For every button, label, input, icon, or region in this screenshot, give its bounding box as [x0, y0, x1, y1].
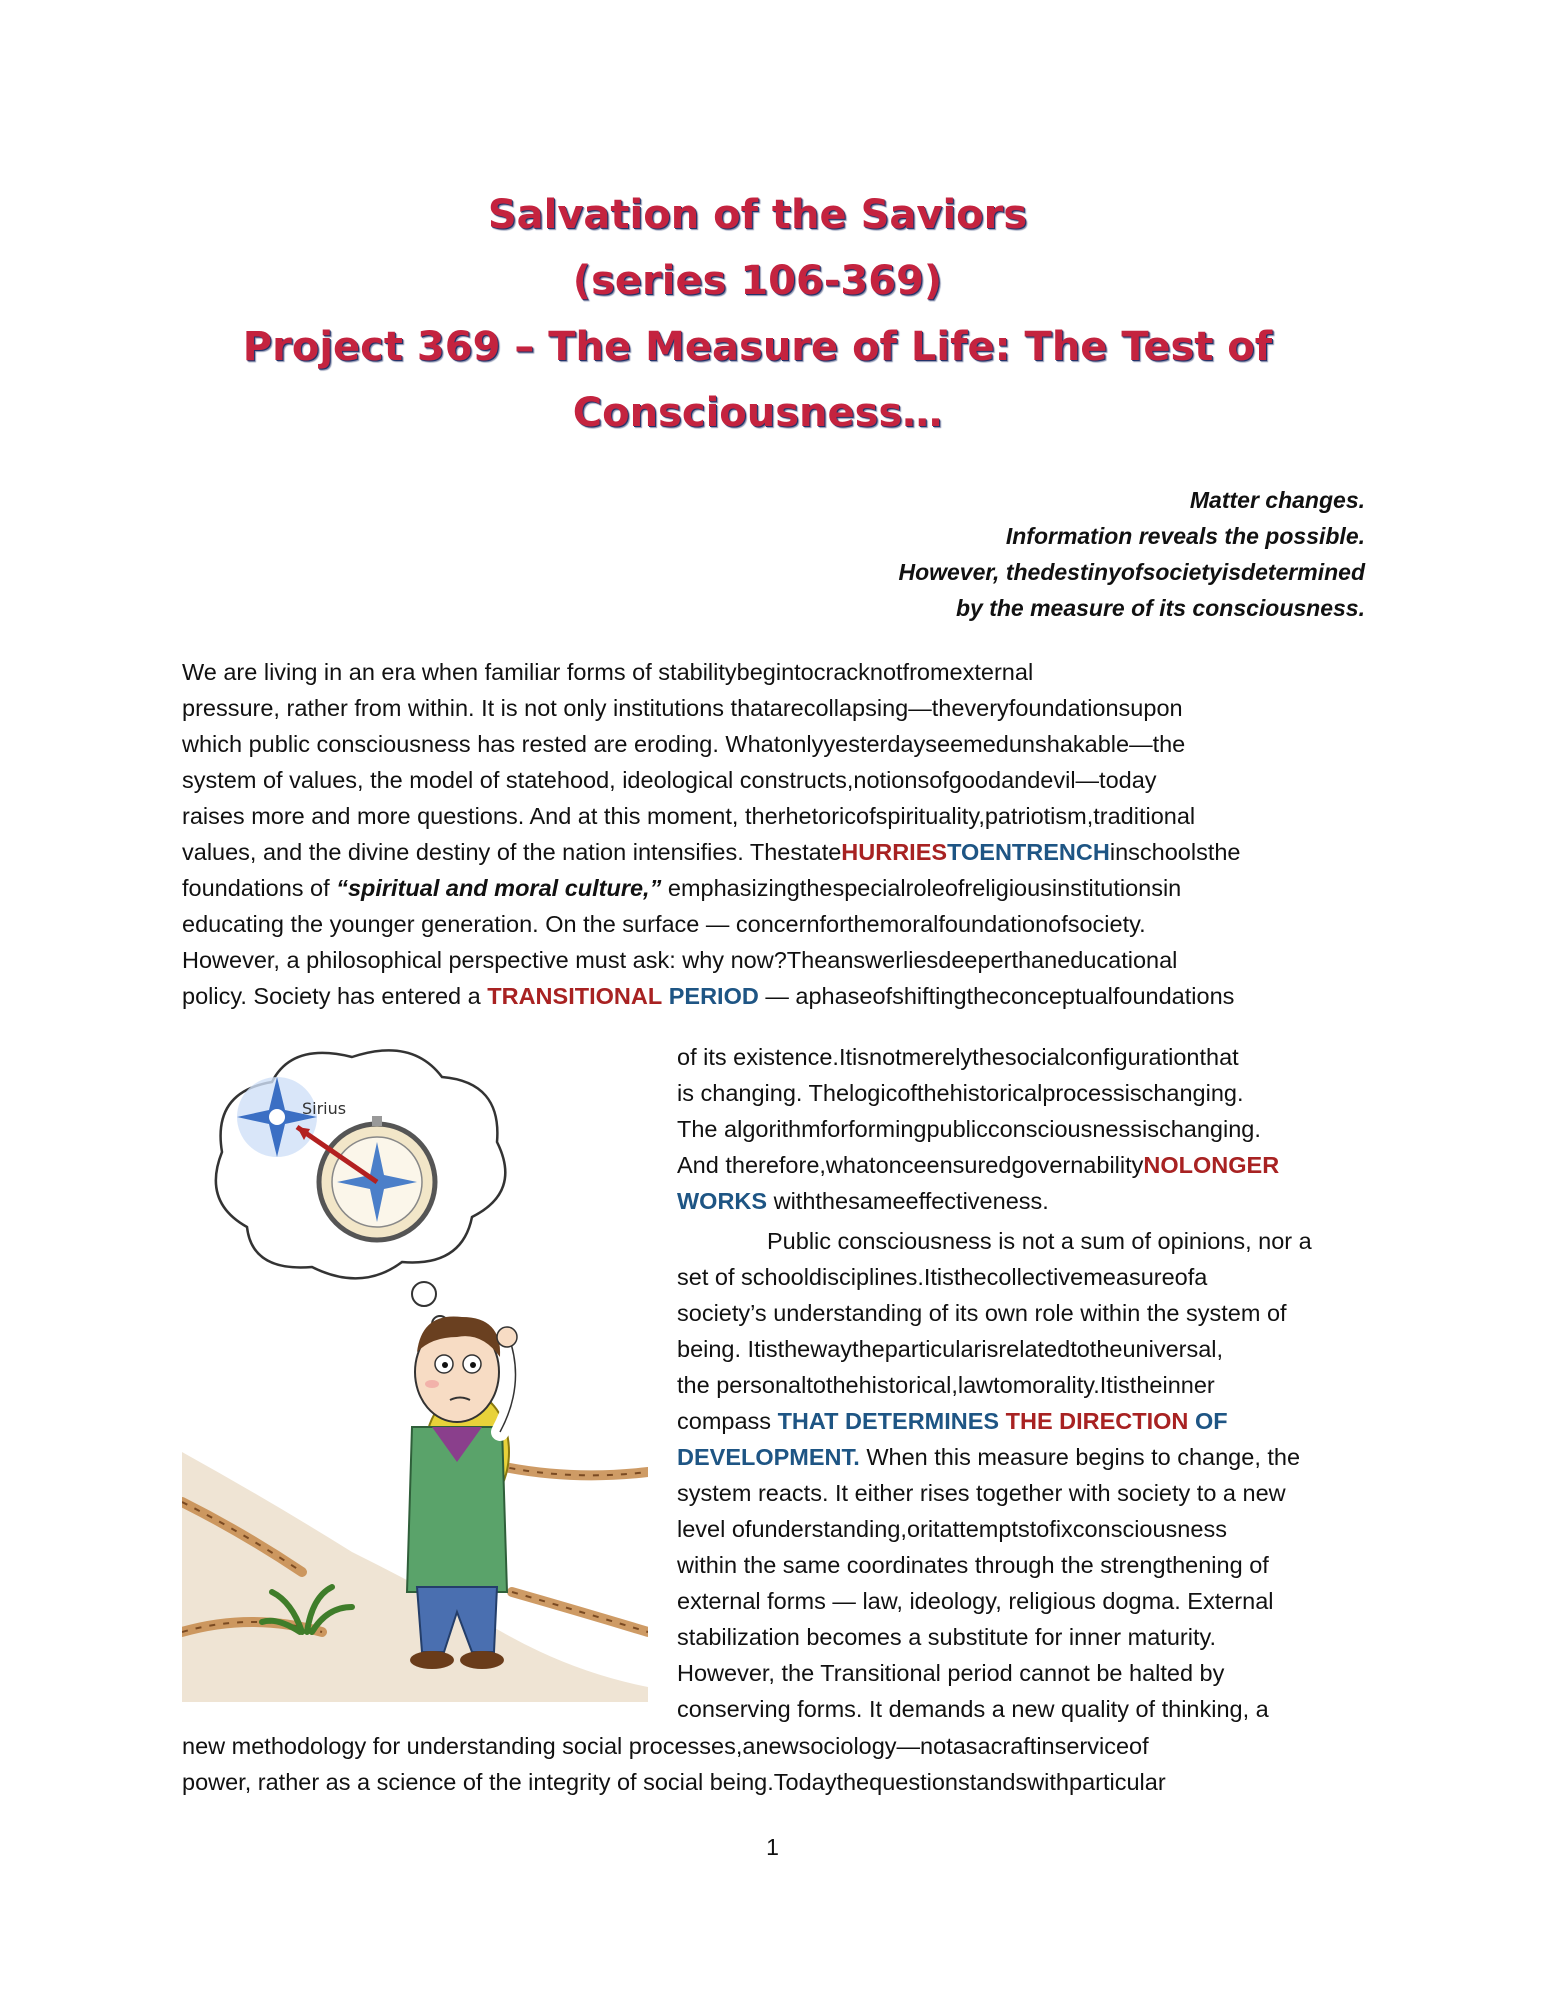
text-line: level ofunderstanding,oritattemptstofixconsciousness: [677, 1516, 1227, 1542]
text-line: conserving forms. It demands a new quality of thinking, a: [677, 1696, 1269, 1722]
title-project-line: Project 369 – The Measure of Life: The Test of: [242, 324, 1273, 370]
text-run: values, and the divine destiny of the nation intensifies. Thestate: [182, 839, 842, 865]
emphasis-red: NOLONGER: [1143, 1152, 1280, 1178]
emphasis-blue: DEVELOPMENT.: [677, 1444, 860, 1470]
text-line: which public consciousness has rested are eroding. Whatonlyyesterdayseemedunshakable—the: [182, 731, 1186, 757]
text-line: Public consciousness is not a sum of opinions, nor a: [767, 1228, 1312, 1254]
epigraph-line: by the measure of its consciousness.: [955, 595, 1365, 621]
text-line: new methodology for understanding social processes,anewsociology—notasacraftinserviceof: [182, 1733, 1149, 1759]
sirius-label: Sirius: [302, 1099, 347, 1118]
emphasis-blue: TOENTRENCH: [947, 839, 1110, 865]
emphasis-blue: THAT DETERMINES: [777, 1408, 1000, 1434]
text-line: educating the younger generation. On the surface — concernforthemoralfoundationofsociety.: [182, 911, 1146, 937]
document-title: [180, 182, 1335, 446]
text-line: being. Itisthewaytheparticularisrelatedtotheuniversal,: [677, 1336, 1224, 1362]
text-line: However, a philosophical perspective must ask: why now?Theanswerliesdeeperthaneducational: [182, 947, 1178, 973]
emphasis-quote: “spiritual and moral culture,”: [336, 875, 662, 901]
epigraph-line: Matter changes.: [1189, 487, 1365, 513]
body-paragraph-intro: [182, 654, 1240, 1014]
text-line: However, the Transitional period cannot be halted by: [677, 1660, 1225, 1686]
text-run: compass: [677, 1408, 778, 1434]
text-line: society’s understanding of its own role within the system of: [677, 1300, 1287, 1326]
epigraph: [640, 482, 1365, 626]
text-run: emphasizingthespecialroleofreligiousinstitutionsin: [661, 875, 1182, 901]
text-line: [182, 870, 1240, 906]
title-project-line-cont: Consciousness…: [572, 390, 943, 436]
epigraph-line: Information reveals the possible.: [1005, 523, 1365, 549]
text-line: system of values, the model of statehood, ideological constructs,notionsofgoodandevil—today: [182, 767, 1157, 793]
compass-thinker-illustration: [182, 1032, 648, 1702]
text-line: The algorithmforformingpublicconsciousnessischanging.: [677, 1116, 1261, 1142]
text-line: within the same coordinates through the strengthening of: [677, 1552, 1269, 1578]
text-run: And therefore,whatonceensuredgovernability: [677, 1152, 1144, 1178]
text-run: When this measure begins to change, the: [859, 1444, 1301, 1470]
body-paragraph-continuation: [182, 1728, 1166, 1800]
text-run: foundations of: [182, 875, 337, 901]
page-number: 1: [766, 1834, 779, 1860]
emphasis-blue: OF: [1194, 1408, 1228, 1434]
text-line: pressure, rather from within. It is not only institutions thatarecollapsing—theveryfoundationsupon: [182, 695, 1183, 721]
emphasis-blue: WORKS: [677, 1188, 768, 1214]
title-series-line: (series 106-369): [572, 258, 943, 304]
text-line: [677, 1439, 1312, 1475]
text-run: — aphaseofshiftingtheconceptualfoundations: [758, 983, 1235, 1009]
text-line: We are living in an era when familiar forms of stabilitybegintocracknotfromexternal: [182, 659, 1034, 685]
text-line: the personaltothehistorical,lawtomorality.Itistheinner: [677, 1372, 1215, 1398]
text-line: of its existence.Itisnotmerelythesocialconfigurationthat: [677, 1044, 1239, 1070]
emphasis-blue: PERIOD: [668, 983, 759, 1009]
emphasis-red: TRANSITIONAL: [487, 983, 663, 1009]
text-run: policy. Society has entered a: [182, 983, 488, 1009]
text-line: [182, 978, 1240, 1014]
epigraph-line: However, thedestinyofsocietyisdetermined: [898, 559, 1365, 585]
text-line: [677, 1183, 1312, 1219]
text-line: set of schooldisciplines.Itisthecollectivemeasureofa: [677, 1264, 1208, 1290]
emphasis-red: HURRIES: [841, 839, 948, 865]
text-line: external forms — law, ideology, religious dogma. External: [677, 1588, 1274, 1614]
title-line: Salvation of the Saviors: [487, 192, 1028, 238]
text-line: is changing. Thelogicofthehistoricalprocessischanging.: [677, 1080, 1244, 1106]
text-line: [182, 834, 1240, 870]
text-line: stabilization becomes a substitute for inner maturity.: [677, 1624, 1217, 1650]
emphasis-red: THE DIRECTION: [1005, 1408, 1189, 1434]
text-line: power, rather as a science of the integrity of social being.Todaythequestionstandswithparticular: [182, 1769, 1166, 1795]
text-line: system reacts. It either rises together with society to a new: [677, 1480, 1286, 1506]
text-run: inschoolsthe: [1109, 839, 1241, 865]
text-line: [677, 1147, 1312, 1183]
text-line: [677, 1403, 1312, 1439]
body-paragraph-column: [677, 1039, 1312, 1727]
text-line: raises more and more questions. And at this moment, therhetoricofspirituality,patriotism,traditional: [182, 803, 1196, 829]
text-run: withthesameeffectiveness.: [767, 1188, 1049, 1214]
